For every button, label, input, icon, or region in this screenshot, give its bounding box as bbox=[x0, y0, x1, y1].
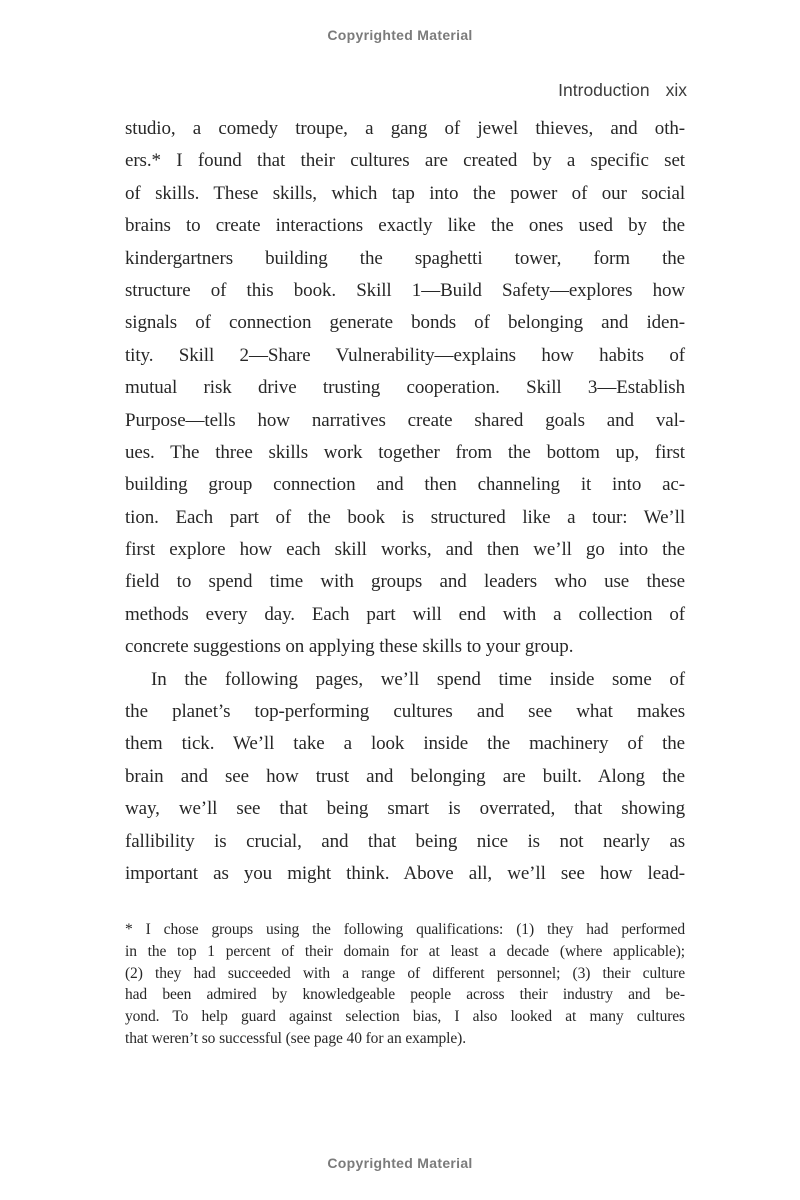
body-line: brain and see how trust and belonging are built. Along the bbox=[125, 765, 685, 787]
body-line: field to spend time with groups and leaders who use these bbox=[125, 571, 685, 593]
body-line: brains to create interactions exactly like the ones used by the bbox=[125, 215, 685, 237]
body-line: kindergartners building the spaghetti tower, form the bbox=[125, 247, 685, 269]
footnote-line: had been admired by knowledgeable people across their industry and be- bbox=[125, 986, 685, 1004]
body-line: structure of this book. Skill 1—Build Safety—explores how bbox=[125, 279, 685, 301]
body-line: them tick. We’ll take a look inside the machinery of the bbox=[125, 733, 685, 755]
body-line: building group connection and then channeling it into ac- bbox=[125, 474, 685, 496]
body-line: fallibility is crucial, and that being nice is not nearly as bbox=[125, 830, 685, 852]
body-line: studio, a comedy troupe, a gang of jewel thieves, and oth- bbox=[125, 118, 685, 139]
running-header-page-number: xix bbox=[665, 80, 687, 100]
body-line: the planet’s top-performing cultures and see what makes bbox=[125, 701, 685, 723]
body-line: of skills. These skills, which tap into the power of our social bbox=[125, 182, 685, 204]
body-line: In the following pages, we’ll spend time inside some of bbox=[151, 668, 685, 690]
body-line: ers.* I found that their cultures are created by a specific set bbox=[125, 150, 685, 172]
body-line: concrete suggestions on applying these skills to your group. bbox=[125, 636, 574, 658]
body-line: signals of connection generate bonds of belonging and iden- bbox=[125, 312, 685, 334]
body-line: first explore how each skill works, and then we’ll go into the bbox=[125, 539, 685, 561]
running-header bbox=[558, 80, 687, 101]
body-line: tion. Each part of the book is structured like a tour: We’ll bbox=[125, 506, 685, 528]
running-header-chapter: Introduction bbox=[558, 80, 650, 100]
footnote-line: (2) they had succeeded with a range of different personnel; (3) their culture bbox=[125, 964, 685, 982]
body-line: Purpose—tells how narratives create shared goals and val- bbox=[125, 409, 685, 431]
body-line: important as you might think. Above all, we’ll see how lead- bbox=[125, 862, 685, 884]
body-line: mutual risk drive trusting cooperation. Skill 3—Establish bbox=[125, 377, 685, 399]
copyright-notice-top: Copyrighted Material bbox=[327, 27, 473, 43]
footnote-line: in the top 1 percent of their domain for at least a decade (where applicable); bbox=[125, 942, 685, 960]
footnote-line: that weren’t so successful (see page 40 for an example). bbox=[125, 1029, 467, 1047]
body-line: tity. Skill 2—Share Vulnerability—explains how habits of bbox=[125, 344, 685, 366]
page-body-text bbox=[125, 113, 685, 890]
body-line: ues. The three skills work together from the bottom up, first bbox=[125, 441, 685, 463]
footnote-line: yond. To help guard against selection bias, I also looked at many cultures bbox=[125, 1008, 685, 1026]
footnote bbox=[125, 919, 685, 1050]
copyright-notice-bottom: Copyrighted Material bbox=[327, 1155, 473, 1171]
body-line: way, we’ll see that being smart is overrated, that showing bbox=[125, 798, 685, 820]
body-line: methods every day. Each part will end with a collection of bbox=[125, 603, 685, 625]
footnote-line: * I chose groups using the following qualifications: (1) they had performed bbox=[125, 921, 685, 938]
